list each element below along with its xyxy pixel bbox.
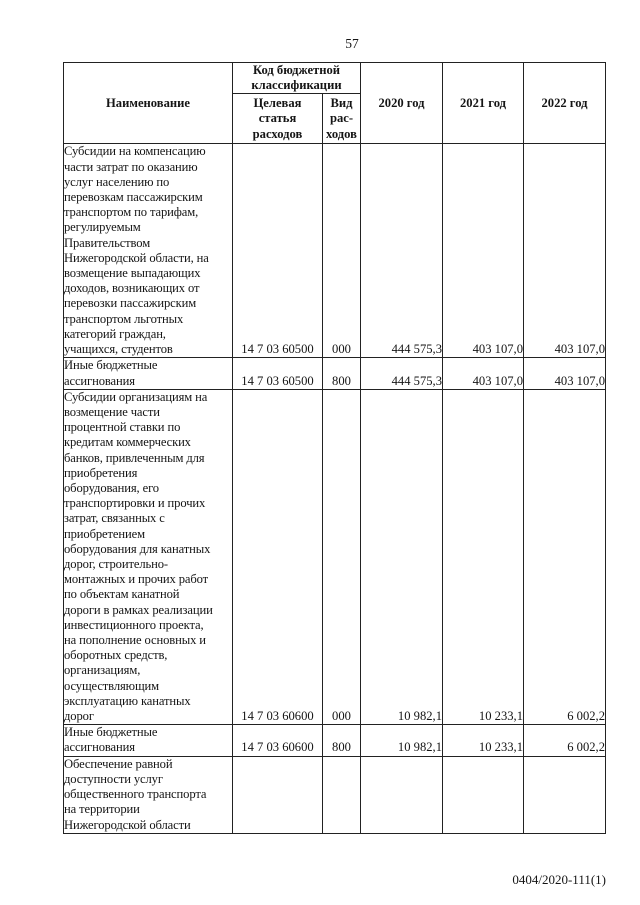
table-row [64,756,606,833]
row-name: Субсидии организациям на возмещение части процентной ставки по кредитам коммерческих банков, привлеченным для приобретения оборудования, его транспортировки и прочих затрат, связанных с приобретением оборудования для канатных дорог, строительно- монтажных и прочих работ по объектам канатной дороги в рамках реализации инвестиционного проекта, на пополнение основных и оборотных средств, организациям, осуществляющим эксплуатацию канатных дорог [64,389,233,724]
row-expense-kind: 800 [323,725,361,756]
header-name: Наименование [64,63,233,144]
header-year-2022: 2022 год [524,63,606,144]
budget-table [63,62,606,834]
row-value-2021: 403 107,0 [443,144,524,358]
row-value-2020: 444 575,3 [361,358,443,389]
row-name: Обеспечение равной доступности услуг общественного транспорта на территории Нижегородской области [64,756,233,833]
row-name: Иные бюджетные ассигнования [64,358,233,389]
row-target-article [233,756,323,833]
table-row [64,725,606,756]
header-row [64,63,606,94]
row-target-article: 14 7 03 60600 [233,725,323,756]
document-code: 0404/2020-111(1) [512,872,606,887]
row-name: Субсидии на компенсацию части затрат по оказанию услуг населению по перевозкам пассажирским транспортом по тарифам, регулируемым Правительством Нижегородской области, на возмещение выпадающих доходов, возникающих от перевозки пассажирским транспортом льготных категорий граждан, учащихся, студентов [64,144,233,358]
row-expense-kind: 000 [323,144,361,358]
header-year-2021: 2021 год [443,63,524,144]
row-value-2020: 444 575,3 [361,144,443,358]
row-value-2021: 403 107,0 [443,358,524,389]
row-expense-kind: 800 [323,358,361,389]
header-year-2020: 2020 год [361,63,443,144]
row-value-2022 [524,756,606,833]
table-row [64,389,606,724]
row-target-article: 14 7 03 60500 [233,144,323,358]
row-value-2021 [443,756,524,833]
row-value-2022: 403 107,0 [524,144,606,358]
row-value-2021: 10 233,1 [443,389,524,724]
row-value-2021: 10 233,1 [443,725,524,756]
row-value-2020: 10 982,1 [361,725,443,756]
page-number: 57 [345,36,359,51]
row-value-2022: 6 002,2 [524,389,606,724]
table-row [64,358,606,389]
row-value-2020: 10 982,1 [361,389,443,724]
table-row [64,144,606,358]
header-code-group: Код бюджетной классификации [233,63,361,94]
row-expense-kind [323,756,361,833]
row-value-2020 [361,756,443,833]
row-target-article: 14 7 03 60600 [233,389,323,724]
header-target-article: Целевая статья расходов [233,94,323,144]
header-expense-kind: Вид рас- ходов [323,94,361,144]
row-value-2022: 403 107,0 [524,358,606,389]
row-target-article: 14 7 03 60500 [233,358,323,389]
row-name: Иные бюджетные ассигнования [64,725,233,756]
row-value-2022: 6 002,2 [524,725,606,756]
row-expense-kind: 000 [323,389,361,724]
